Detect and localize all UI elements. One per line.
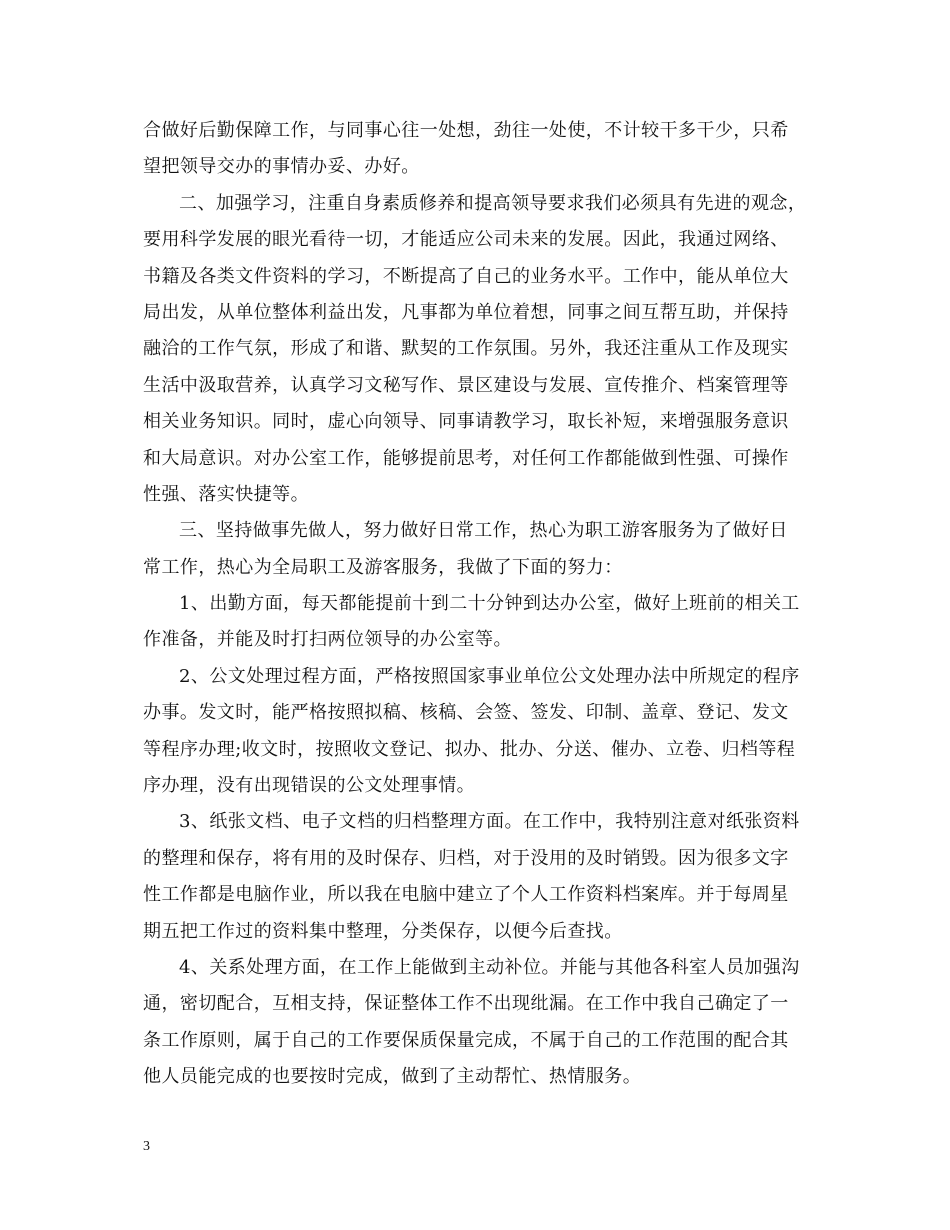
document-body: [143, 113, 808, 1096]
text-line: 合做好后勤保障工作，与同事心往一处想，劲往一处使，不计较干多干少，只希: [143, 120, 789, 141]
text-line: 书籍及各类文件资料的学习，不断提高了自己的业务水平。工作中，能从单位大: [143, 265, 789, 287]
text-line: 3、纸张文档、电子文档的归档整理方面。在工作中，我特别注意对纸张资料: [179, 811, 800, 833]
text-line: 局出发，从单位整体利益出发，凡事都为单位着想，同事之间互帮互助，并保持: [143, 301, 789, 323]
text-line: 他人员能完成的也要按时完成，做到了主动帮忙、热情服务。: [143, 1066, 642, 1088]
text-line: 的整理和保存，将有用的及时保存、归档，对于没用的及时销毁。因为很多文字: [143, 847, 789, 869]
text-line: 二、加强学习，注重自身素质修养和提高领导要求我们必须具有先进的观念，: [179, 192, 807, 214]
text-line: 1、出勤方面，每天都能提前十到二十分钟到达办公室，做好上班前的相关工: [179, 593, 800, 615]
text-line: 性强、落实快捷等。: [143, 483, 310, 505]
text-line: 生活中汲取营养，认真学习文秘写作、景区建设与发展、宣传推介、档案管理等: [143, 374, 789, 396]
text-line: 融洽的工作气氛，形成了和谐、默契的工作氛围。另外，我还注重从工作及现实: [143, 338, 789, 360]
text-line: 相关业务知识。同时，虚心向领导、同事请教学习，取长补短，来增强服务意识: [143, 411, 789, 433]
text-line: 等程序办理;收文时，按照收文登记、拟办、批办、分送、催办、立卷、归档等程: [143, 738, 796, 760]
text-line: 三、坚持做事先做人，努力做好日常工作，热心为职工游客服务为了做好日: [179, 520, 788, 542]
text-line: 办事。发文时，能严格按照拟稿、核稿、会签、签发、印制、盖章、登记、发文: [143, 702, 789, 724]
text-line: 2、公文处理过程方面，严格按照国家事业单位公文处理办法中所规定的程序: [179, 665, 800, 687]
text-line: 要用科学发展的眼光看待一切，才能适应公司未来的发展。因此，我通过网络、: [143, 229, 789, 251]
text-line: 和大局意识。对办公室工作，能够提前思考，对任何工作都能做到性强、可操作: [143, 447, 789, 469]
text-line: 常工作，热心为全局职工及游客服务，我做了下面的努力：: [143, 556, 623, 578]
text-line: 条工作原则，属于自己的工作要保质保量完成，不属于自己的工作范围的配合其: [143, 1029, 789, 1051]
page-number: 3: [143, 1139, 150, 1154]
text-line: 通，密切配合，互相支持，保证整体工作不出现纰漏。在工作中我自己确定了一: [143, 993, 789, 1015]
text-line: 4、关系处理方面，在工作上能做到主动补位。并能与其他各科室人员加强沟: [179, 956, 800, 978]
text-line: 序办理，没有出现错误的公文处理事情。: [143, 775, 476, 797]
text-line: 望把领导交办的事情办妥、办好。: [143, 156, 420, 178]
text-line: 作准备，并能及时打扫两位领导的办公室等。: [143, 629, 512, 651]
text-line: 性工作都是电脑作业，所以我在电脑中建立了个人工作资料档案库。并于每周星: [143, 884, 789, 906]
text-line: 期五把工作过的资料集中整理，分类保存，以便今后查找。: [143, 920, 623, 942]
